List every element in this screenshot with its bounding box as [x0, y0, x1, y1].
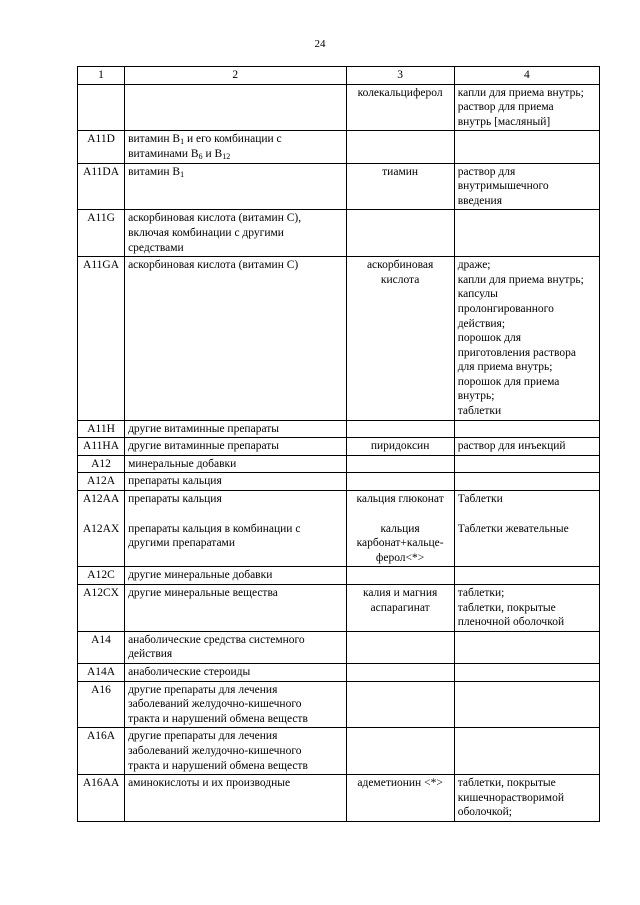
substance-cell [346, 420, 454, 438]
table-row [78, 663, 600, 681]
dosage-form-line [458, 568, 596, 583]
substance-line [350, 729, 451, 744]
group-name-line: другие минеральные добавки [128, 569, 273, 582]
dosage-form-line: порошок для [457, 332, 522, 345]
table-row [78, 257, 600, 421]
group-name-line: включая комбинации с другими [128, 226, 284, 239]
substance-line: колекальциферол [357, 86, 443, 99]
atc-code: A12C [87, 569, 115, 582]
group-name-line: анаболические средства системного [128, 633, 305, 646]
dosage-form-line: внутрь; [457, 390, 495, 403]
dosage-form-line [458, 422, 596, 437]
atc-code-cell [78, 567, 125, 585]
group-name-cell [125, 438, 346, 456]
dosage-form-line [458, 211, 596, 226]
subscript: 12 [222, 151, 231, 161]
group-name-cell [125, 473, 346, 491]
atc-code-cell [78, 728, 125, 775]
table-row [78, 681, 600, 728]
group-name-cell [125, 585, 346, 632]
dosage-form-cell [454, 775, 599, 822]
dosage-form-line: действия; [457, 317, 506, 330]
dosage-form-line: оболочкой; [457, 806, 512, 819]
group-name-line: заболеваний желудочно-кишечного [128, 744, 302, 757]
header-col-4: 4 [454, 67, 599, 85]
group-text: витаминами B [128, 147, 199, 160]
group-name-cell [125, 163, 346, 210]
group-name-line [128, 147, 342, 162]
subscript: 1 [180, 137, 185, 147]
dosage-form-line [458, 633, 596, 648]
substance-line [350, 683, 451, 698]
dosage-form-cell [454, 438, 599, 456]
atc-code-cell [78, 585, 125, 632]
atc-code-cell [78, 163, 125, 210]
group-name-line: анаболические стероиды [128, 665, 251, 678]
substance-cell [346, 210, 454, 257]
substance-line: ферол<*> [375, 551, 425, 564]
dosage-form-line: таблетки [457, 405, 502, 418]
atc-code-cell [78, 455, 125, 473]
group-name-cell [125, 84, 346, 131]
atc-code-cell [78, 663, 125, 681]
dosage-form-line [458, 729, 596, 744]
atc-code: A12A [86, 475, 116, 488]
atc-code-cell [78, 84, 125, 131]
dosage-form-line: кишечнорастворимой [457, 791, 564, 804]
substance-line [350, 568, 451, 583]
group-name-line: тракта и нарушений обмена веществ [128, 759, 308, 772]
substance-cell [346, 84, 454, 131]
table-row [78, 455, 600, 473]
dosage-form-cell [454, 84, 599, 131]
substance-cell [346, 567, 454, 585]
dosage-form-line: приготовления раствора [457, 346, 576, 359]
dosage-form-cell [454, 257, 599, 421]
dosage-form-line: драже; [457, 259, 491, 272]
dosage-form-line: раствор для [457, 165, 516, 178]
atc-code: A12AX [82, 522, 120, 535]
dosage-form-line: внутримышечного [457, 180, 549, 193]
atc-code: A14 [91, 633, 111, 646]
atc-code: A11DA [83, 165, 120, 178]
dosage-form-line: для приема внутрь; [457, 361, 553, 374]
group-name-cell [125, 455, 346, 473]
atc-code-cell [78, 257, 125, 421]
substance-cell [346, 163, 454, 210]
dosage-form-line: капсулы [457, 288, 498, 301]
substance-cell [346, 131, 454, 163]
dosage-form-cell [454, 210, 599, 257]
dosage-form-line [458, 474, 596, 489]
substance-line: аспарагинат [370, 601, 430, 614]
dosage-form-line [458, 457, 596, 472]
dosage-form-line: порошок для приема [457, 375, 560, 388]
dosage-form-cell [454, 473, 599, 491]
table-row [78, 438, 600, 456]
group-name-line: другие препараты для лечения [128, 683, 278, 696]
group-name-line: тракта и нарушений обмена веществ [128, 712, 308, 725]
subscript: 1 [180, 169, 185, 179]
dosage-form-line: внутрь [масляный] [457, 115, 551, 128]
dosage-form-cell [454, 728, 599, 775]
group-name-cell [125, 131, 346, 163]
atc-code-cell [78, 473, 125, 491]
group-name-cell [125, 257, 346, 421]
group-name-cell [125, 663, 346, 681]
drug-table [77, 66, 600, 822]
group-name-cell [125, 491, 346, 567]
cell-gap [128, 507, 342, 522]
dosage-form-line: раствор для инъекций [457, 440, 566, 453]
substance-cell [346, 631, 454, 663]
substance-line: кальция [380, 522, 420, 535]
table-row [78, 631, 600, 663]
dosage-form-line: таблетки, покрытые [457, 777, 556, 790]
dosage-form-cell [454, 663, 599, 681]
group-name-line: препараты кальция [128, 475, 222, 488]
cell-gap [458, 507, 596, 522]
substance-line: кислота [380, 273, 420, 286]
table-row [78, 84, 600, 131]
substance-line: карбонат+кальце- [356, 537, 444, 550]
dosage-form-cell [454, 631, 599, 663]
substance-line: тиамин [382, 165, 419, 178]
group-name-line: заболеваний желудочно-кишечного [128, 698, 302, 711]
dosage-form-cell [454, 163, 599, 210]
atc-code-cell [78, 775, 125, 822]
substance-cell [346, 775, 454, 822]
atc-code: A16 [91, 683, 111, 696]
atc-code: A12 [91, 457, 111, 470]
dosage-form-cell [454, 455, 599, 473]
group-name-line: аскорбиновая кислота (витамин C), [128, 212, 302, 225]
header-col-3: 3 [346, 67, 454, 85]
group-name-line: аскорбиновая кислота (витамин C) [128, 259, 299, 272]
table-row [78, 420, 600, 438]
dosage-form-line: капли для приема внутрь; [457, 86, 584, 99]
group-name-line: аминокислоты и их производные [128, 777, 291, 790]
group-text: витамин B [128, 133, 181, 146]
substance-cell [346, 681, 454, 728]
substance-line [350, 211, 451, 226]
dosage-form-line: пролонгированного [457, 302, 554, 315]
group-text: и B [202, 147, 223, 160]
table-row [78, 775, 600, 822]
atc-code-cell [78, 131, 125, 163]
page-number: 24 [314, 38, 326, 50]
atc-code: A12AA [82, 493, 120, 506]
dosage-form-line [458, 683, 596, 698]
table-row [78, 473, 600, 491]
atc-code-cell [78, 438, 125, 456]
substance-line [350, 422, 451, 437]
group-name-line: препараты кальция [128, 493, 222, 506]
group-name-line: минеральные добавки [128, 457, 237, 470]
group-name-line [128, 86, 342, 101]
cell-gap [81, 507, 121, 522]
header-col-2: 2 [125, 67, 346, 85]
header-col-1: 1 [78, 67, 125, 85]
group-name-cell [125, 420, 346, 438]
substance-cell [346, 455, 454, 473]
group-name-cell [125, 728, 346, 775]
group-name-line: средствами [128, 241, 184, 254]
atc-code: A11G [87, 212, 115, 225]
group-name-cell [125, 775, 346, 822]
substance-cell [346, 438, 454, 456]
substance-cell [346, 257, 454, 421]
group-name-line: другие минеральные вещества [128, 587, 278, 599]
substance-cell [346, 585, 454, 632]
atc-code: A14A [86, 665, 116, 678]
group-name-line: другие витаминные препараты [128, 440, 280, 453]
atc-code: A11H [87, 422, 115, 435]
atc-code: A12CX [83, 587, 119, 599]
dosage-form-line: Таблетки жевательные [457, 522, 569, 535]
dosage-form-line: пленочной оболочкой [457, 616, 565, 629]
dosage-form-cell [454, 491, 599, 567]
group-text: витамин B [128, 165, 181, 178]
dosage-form-line: таблетки, покрытые [457, 601, 556, 614]
group-name-line: действия [128, 648, 173, 661]
atc-code-cell [78, 491, 125, 567]
table-row [78, 585, 600, 632]
substance-cell [346, 728, 454, 775]
subscript: 6 [198, 151, 203, 161]
table-row [78, 131, 600, 163]
atc-code-cell [78, 681, 125, 728]
group-name-cell [125, 631, 346, 663]
group-name-line: другими препаратами [128, 537, 235, 550]
table-row [78, 163, 600, 210]
table-row [78, 491, 600, 567]
substance-line: адеметионин <*> [357, 777, 443, 790]
atc-code [81, 86, 121, 101]
dosage-form-line [458, 665, 596, 680]
group-name-line: другие препараты для лечения [128, 730, 278, 743]
dosage-form-cell [454, 420, 599, 438]
group-name-cell [125, 210, 346, 257]
substance-line [350, 633, 451, 648]
table-row [78, 567, 600, 585]
dosage-form-line: Таблетки [457, 493, 503, 506]
group-name-cell [125, 681, 346, 728]
dosage-form-line: введения [457, 194, 503, 207]
atc-code-cell [78, 210, 125, 257]
substance-line [350, 665, 451, 680]
atc-code: A11D [87, 133, 115, 146]
substance-line: пиридоксин [370, 440, 430, 453]
dosage-form-cell [454, 681, 599, 728]
atc-code-cell [78, 420, 125, 438]
dosage-form-line [458, 132, 596, 147]
atc-code: A11HA [83, 440, 120, 453]
substance-line [350, 457, 451, 472]
cell-gap [350, 507, 451, 522]
atc-code: A16A [86, 730, 116, 743]
dosage-form-cell [454, 585, 599, 632]
group-name-line: препараты кальция в комбинации с [128, 522, 301, 535]
substance-line: калия и магния [362, 587, 438, 599]
table-header-row [78, 67, 600, 85]
atc-code: A16AA [82, 777, 120, 790]
substance-line [350, 132, 451, 147]
dosage-form-cell [454, 567, 599, 585]
dosage-form-cell [454, 131, 599, 163]
dosage-form-line: таблетки; [457, 587, 505, 599]
group-text: и его комбинации с [184, 133, 282, 146]
group-name-cell [125, 567, 346, 585]
substance-line [350, 474, 451, 489]
substance-cell [346, 491, 454, 567]
dosage-form-line: раствор для приема [457, 101, 554, 114]
substance-line: кальция глюконат [356, 493, 444, 506]
group-name-line [128, 165, 342, 180]
substance-line: аскорбиновая [366, 259, 434, 272]
group-name-line [128, 132, 342, 147]
substance-cell [346, 663, 454, 681]
atc-code-cell [78, 631, 125, 663]
group-name-line: другие витаминные препараты [128, 422, 280, 435]
table-row [78, 210, 600, 257]
atc-code: A11GA [83, 259, 120, 272]
substance-cell [346, 473, 454, 491]
dosage-form-line: капли для приема внутрь; [457, 273, 584, 286]
table-row [78, 728, 600, 775]
